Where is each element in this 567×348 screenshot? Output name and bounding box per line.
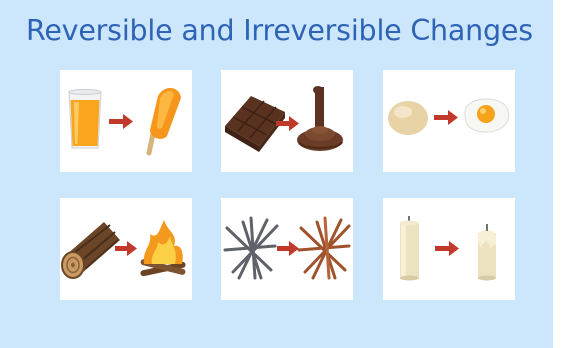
card-egg-to-fried-egg [383,70,515,172]
log-icon [62,222,120,278]
rusty-nails-icon [299,218,349,278]
ice-lolly-icon [149,88,181,153]
card-log-to-bonfire [60,198,192,300]
bonfire-icon [140,220,186,277]
candle-icon [400,216,419,281]
arrow-icon [115,241,137,256]
arrow-icon [109,114,133,129]
arrow-icon [435,241,459,256]
iron-nails-icon [225,218,277,278]
melted-chocolate-icon [297,86,343,151]
card-chocolate-to-melted-chocolate [221,70,353,172]
arrow-icon [277,241,299,256]
card-candle-to-melted-candle [383,198,515,300]
slide-title: Reversible and Irreversible Changes [26,14,533,47]
arrow-icon [434,110,458,125]
card-juice-to-ice-lolly [60,70,192,172]
glass-of-orange-juice-icon [69,90,101,149]
raw-egg-icon [388,101,428,135]
melted-candle-icon [478,224,496,281]
fried-egg-icon [465,99,509,132]
card-nails-to-rusty-nails [221,198,353,300]
